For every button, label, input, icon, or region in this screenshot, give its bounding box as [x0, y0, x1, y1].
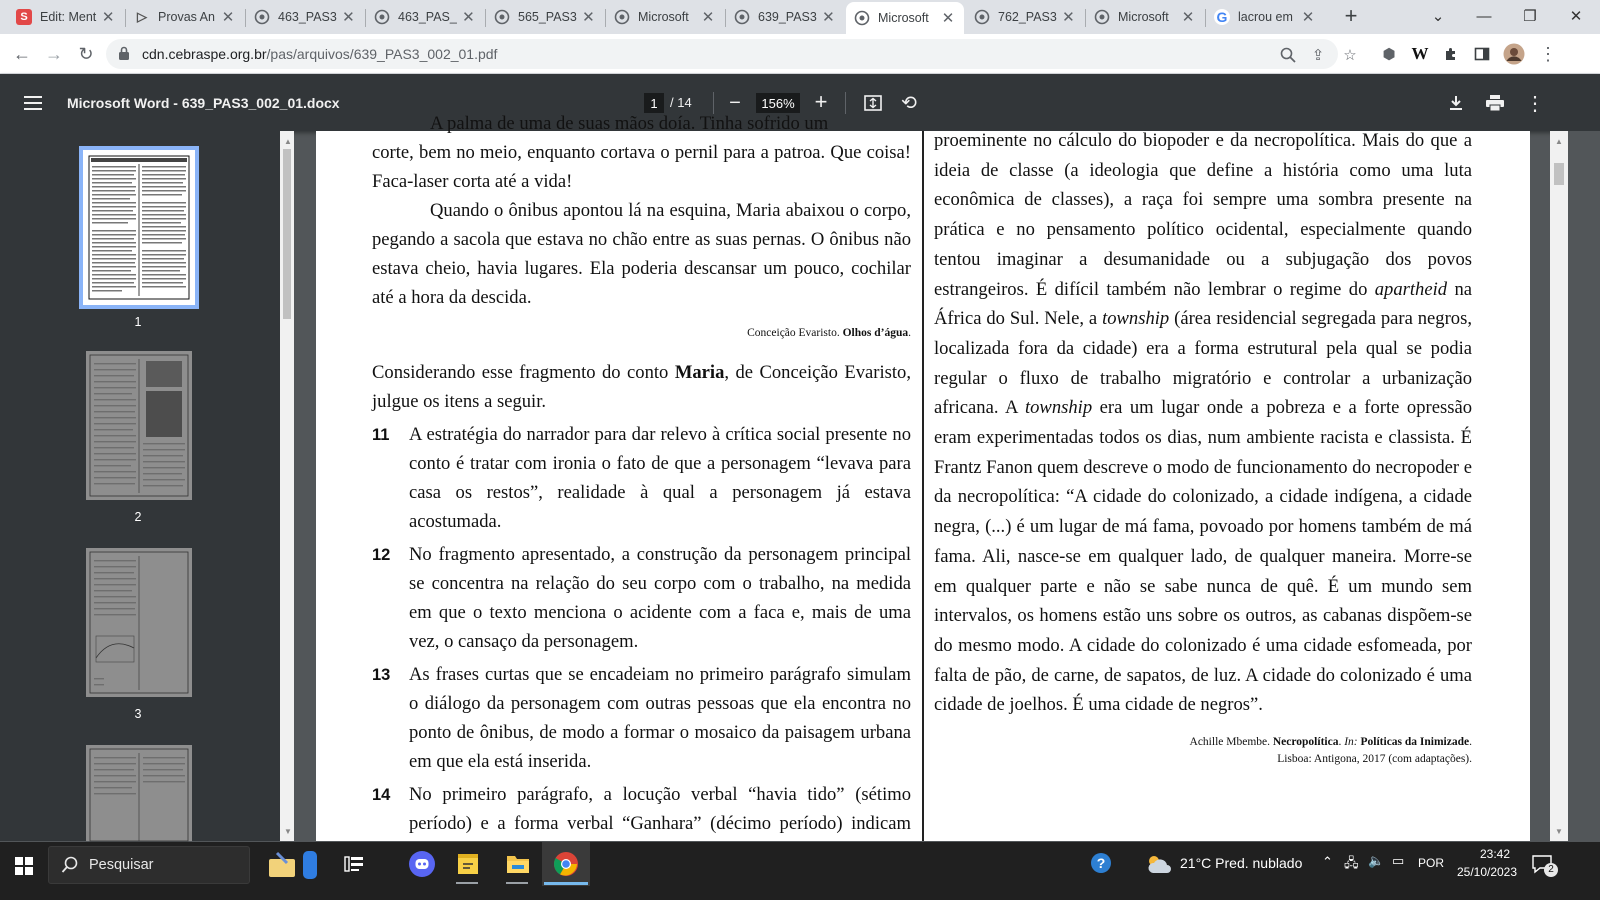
sticky-notes-icon[interactable]	[452, 848, 484, 880]
globe-icon	[974, 9, 990, 25]
page-total: / 14	[670, 95, 692, 110]
reload-button[interactable]: ↻	[78, 43, 94, 64]
browser-tab[interactable]	[366, 0, 484, 34]
task-view-icon[interactable]	[340, 850, 368, 878]
globe-icon	[854, 10, 870, 26]
search-highlight-icon	[263, 847, 323, 889]
story-citation: Conceição Evaristo. Olhos d’água.	[747, 327, 911, 339]
page-thumbnail[interactable]	[83, 150, 195, 305]
tab-title: Microsoft	[878, 11, 929, 25]
zoom-in-button[interactable]: +	[814, 89, 828, 114]
tab-title: 762_PAS3	[998, 10, 1057, 24]
google-icon: G	[1214, 9, 1230, 25]
close-icon[interactable]: ✕	[582, 9, 595, 26]
chrome-taskbar-button[interactable]	[542, 842, 590, 886]
clock-date[interactable]: 25/10/2023	[1456, 865, 1518, 879]
question-intro: Considerando esse fragmento do conto Maria, de Conceição Evaristo, julgue os itens a seguir.	[372, 362, 911, 412]
page-scrollbar[interactable]: ▲ ▼	[1550, 131, 1568, 841]
discord-icon[interactable]	[406, 848, 438, 880]
item-text: No primeiro parágrafo, a locução verbal “havia tido” (sétimo período) e a forma verbal “Ganhara” (décimo período) indicam	[409, 784, 911, 834]
browser-tab[interactable]	[246, 0, 364, 34]
network-icon[interactable]: 🖧	[1344, 855, 1359, 870]
profile-avatar[interactable]	[1501, 41, 1527, 67]
page-thumbnail[interactable]	[86, 351, 192, 500]
close-icon[interactable]: ✕	[1181, 9, 1195, 26]
wikipedia-extension-icon[interactable]: W	[1411, 44, 1429, 63]
page-thumbnail[interactable]	[86, 745, 192, 841]
essay-citation: Achille Mbembe. Necropolítica. In: Políticas da Inimizade. Lisboa: Antigona, 2017 (com adaptações).	[1189, 736, 1472, 766]
close-window-button[interactable]: ✕	[1569, 8, 1583, 25]
globe-icon	[734, 9, 750, 25]
tray-chevron-icon[interactable]: ⌃	[1322, 854, 1333, 869]
right-column	[934, 126, 1472, 768]
url-field[interactable]	[106, 39, 1357, 69]
volume-icon[interactable]: 🔈	[1368, 853, 1385, 868]
tab-search-chevron-icon[interactable]: ⌄	[1431, 8, 1445, 25]
browser-tab[interactable]	[8, 0, 124, 34]
share-icon[interactable]: ⇪	[1311, 47, 1325, 64]
tab-title: 565_PAS3	[518, 10, 577, 24]
item-number: 14	[372, 786, 391, 804]
tab-title: Provas An	[158, 10, 215, 24]
browser-tab-active[interactable]	[846, 2, 964, 34]
browser-tab[interactable]	[1086, 0, 1204, 34]
close-icon[interactable]: ✕	[342, 9, 355, 26]
zoom-out-button[interactable]: −	[729, 91, 741, 114]
zoom-lens-icon[interactable]	[1278, 45, 1298, 65]
browser-tab[interactable]	[1206, 0, 1324, 34]
close-icon[interactable]: ✕	[822, 9, 835, 26]
thumbnail-label: 3	[134, 707, 142, 721]
close-icon[interactable]: ✕	[701, 9, 715, 26]
taskbar-search[interactable]	[48, 846, 250, 884]
globe-icon	[614, 9, 630, 25]
bookmark-star-icon[interactable]: ☆	[1343, 47, 1357, 64]
item-text: No fragmento apresentado, a construção da personagem principal se concentra na relação do seu corpo com o trabalho, na medida em que o texto menciona o acidente com a faca e, mais de uma vez, o cansaço da personagem.	[409, 544, 911, 652]
thumbnail-sidebar	[0, 131, 294, 841]
tab-title: Edit: Ment	[40, 10, 97, 24]
story-paragraph-cut: A palma de uma de suas mãos doía. Tinha sofrido um	[430, 113, 829, 134]
browser-tab-strip	[0, 0, 1600, 34]
windows-start-icon[interactable]	[10, 852, 38, 880]
item-number: 13	[372, 666, 391, 684]
battery-icon[interactable]: ▭	[1392, 853, 1405, 868]
page-thumbnail[interactable]	[86, 548, 192, 697]
close-icon[interactable]: ✕	[941, 10, 955, 27]
windows-taskbar	[0, 842, 1600, 900]
extension-shield-icon[interactable]: ⬢	[1382, 46, 1396, 63]
s-app-icon: S	[16, 9, 32, 25]
minimize-button[interactable]: —	[1476, 7, 1492, 25]
sidebar-scrollbar[interactable]: ▲ ▼	[280, 131, 294, 841]
side-panel-icon[interactable]	[1469, 41, 1495, 67]
print-icon[interactable]	[1482, 91, 1508, 115]
question-item	[372, 660, 911, 776]
forward-button[interactable]: →	[45, 43, 63, 64]
tab-title: 463_PAS3	[278, 10, 337, 24]
tab-title: 639_PAS3	[758, 10, 817, 24]
play-icon: ▷	[137, 9, 147, 24]
weather-cloud-icon	[1144, 850, 1174, 878]
zoom-level-input[interactable]: 156%	[756, 93, 800, 113]
download-icon[interactable]	[1443, 91, 1469, 115]
pdf-page	[316, 113, 1530, 841]
browser-tab[interactable]	[606, 0, 724, 34]
question-item	[372, 420, 911, 536]
question-item	[372, 540, 911, 656]
browser-tab[interactable]	[726, 0, 844, 34]
search-icon	[61, 856, 79, 878]
notification-count-badge: 2	[1544, 863, 1558, 877]
story-paragraph: Quando o ônibus apontou lá na esquina, Maria abaixou o corpo, pegando a sacola que estava no chão entre as suas pernas. O ônibus não estava cheio, havia lugares. Ela poderia descansar um pouco, cochilar até a hora da descida.	[372, 200, 911, 308]
lock-icon	[118, 46, 130, 61]
url-host: cdn.cebraspe.org.br	[142, 46, 267, 62]
item-text: A estratégia do narrador para dar relevo à crítica social presente no conto é tratar com ironia o fato de que a personagem “levava para casa os restos”, realidade à qual a personagem já estava acostumada.	[409, 424, 911, 532]
new-tab-button[interactable]: +	[1344, 3, 1358, 28]
item-number: 11	[372, 426, 390, 444]
clock-time[interactable]: 23:42	[1479, 847, 1511, 861]
language-indicator[interactable]: POR	[1418, 856, 1445, 870]
close-icon[interactable]: ✕	[1301, 9, 1315, 26]
browser-tab[interactable]	[486, 0, 604, 34]
help-icon[interactable]	[1088, 850, 1114, 876]
browser-tab[interactable]	[966, 0, 1084, 34]
thumbnail-label: 2	[134, 510, 142, 524]
item-text: As frases curtas que se encadeiam no primeiro parágrafo simulam o diálogo da personagem com outras pessoas que ela encontra no ponto de ônibus, de modo a formar o mosaico da paisagem urbana em que ela está inserida.	[409, 664, 911, 772]
page-number-input[interactable]: 1	[644, 93, 664, 113]
document-title: Microsoft Word - 639_PAS3_002_01.docx	[67, 95, 340, 111]
svg-text:?: ?	[1096, 855, 1106, 871]
more-actions-icon[interactable]: ⋮	[1525, 92, 1545, 115]
tab-title: Microsoft	[1118, 10, 1169, 24]
url-path: /pas/arquivos/639_PAS3_002_01.pdf	[266, 46, 498, 62]
tab-title: lacrou em	[1238, 10, 1293, 24]
thumbnail-label: 1	[134, 315, 142, 329]
close-icon[interactable]: ✕	[462, 9, 475, 26]
rotate-icon[interactable]: ⟲	[901, 92, 917, 114]
file-explorer-icon[interactable]	[502, 848, 534, 880]
globe-icon	[254, 9, 270, 25]
close-icon[interactable]: ✕	[221, 9, 235, 26]
item-number: 12	[372, 546, 391, 564]
close-icon[interactable]: ✕	[101, 9, 115, 26]
essay-paragraph: proeminente no cálculo do biopoder e da necropolítica. Mais do que a ideia de classe (a ideologia que define a história como uma luta econômica de classes), a raça foi sempre uma sombra presente na prática e no pensamento político ocidental, especialmente quando tentou imaginar a desumanidade ou a subjugação dos povos estrangeiros. É difícil também não lembrar o regime do apartheid na África do Sul. Nele, a township (área residencial segregada para negros, localizada fora da cidade) era a forma estrutural pela qual se podia regular o fluxo de trabalho migratório e controlar a urbanização africana. A township era um lugar onde a pobreza e a forte opressão eram experimentadas todos os dias, num ambiente racista e classista. É Frantz Fanon quem descreve o modo de funcionamento do necropoder e da necropolítica: “A cidade do colonizado, a cidade indígena, a cidade negra, (...) é um lugar de má fama, povoado por homens também de má fama. Ali, nasce-se em qualquer lado, de qualquer maneira. Morre-se em qualquer parte e não se sabe nunca de quê. É um mundo sem intervalos, os homens estão uns sobre os outros, as cabanas dispõem-se do mesmo modo. A cidade do colonizado é uma cidade esfomeada, por falta de pão, de carne, de sapatos, de luz. A cidade do colonizado é uma cidade de joelhos. É uma cidade de negros”.	[934, 130, 1473, 716]
restore-button[interactable]: ❐	[1523, 8, 1537, 25]
browser-tab[interactable]	[126, 0, 244, 34]
tab-title: 463_PAS_	[398, 10, 457, 24]
globe-icon	[494, 9, 510, 25]
back-button[interactable]: ←	[13, 43, 31, 64]
extensions-puzzle-icon[interactable]	[1438, 41, 1464, 67]
close-icon[interactable]: ✕	[1062, 9, 1075, 26]
globe-icon	[1094, 9, 1110, 25]
search-placeholder: Pesquisar	[89, 857, 154, 873]
column-divider	[922, 131, 924, 841]
left-column	[372, 109, 911, 867]
weather-text[interactable]: 21°C Pred. nublado	[1180, 855, 1303, 871]
tab-title: Microsoft	[638, 10, 689, 24]
story-paragraph: corte, bem no meio, enquanto cortava o pernil para a patroa. Que coisa! Faca-laser corta até a vida!	[372, 142, 911, 192]
address-bar-row	[0, 34, 1600, 74]
globe-icon	[374, 9, 390, 25]
browser-menu-icon[interactable]: ⋮	[1539, 43, 1557, 64]
menu-hamburger-icon[interactable]	[20, 90, 46, 116]
